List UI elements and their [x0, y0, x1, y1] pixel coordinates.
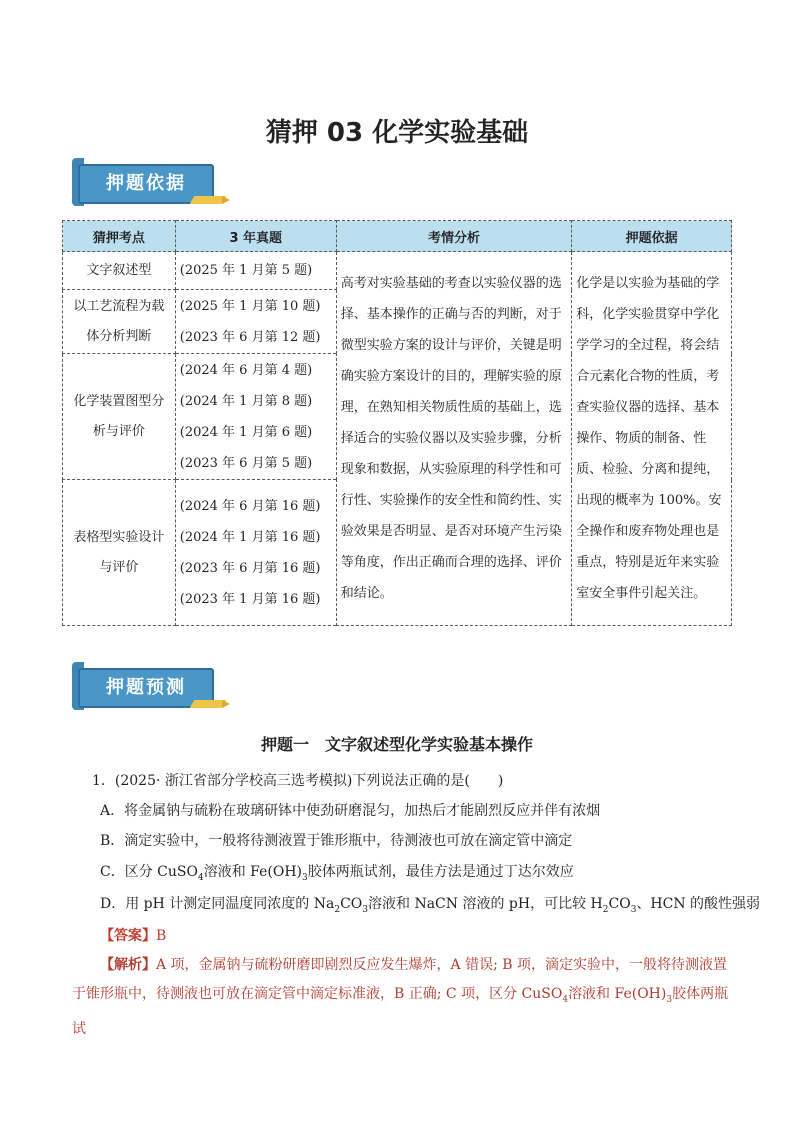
option-d-text: 溶液和 NaCN 溶液的 pH，可比较 H [368, 896, 603, 912]
years-cell [175, 290, 336, 354]
table-header-row [63, 221, 732, 252]
years-cell [175, 252, 336, 290]
analysis-label: 【解析】 [100, 957, 156, 973]
section-title: 押题一 文字叙述型化学实验基本操作 [260, 735, 533, 754]
banner-label: 押题预测 [78, 668, 214, 708]
pencil-icon [190, 196, 227, 204]
header-years: 3 年真题 [175, 221, 336, 252]
year-item: (2023 年 6 月第 12 题) [179, 329, 321, 345]
question-stem: 1．(2025· 浙江省部分学校高三选考模拟)下列说法正确的是( ) [92, 773, 504, 789]
year-item: (2024 年 1 月第 8 题) [179, 393, 313, 409]
table-row [63, 252, 732, 290]
basis-cell: 化学是以实验为基础的学科，化学实验贯穿中学化学学习的全过程，将会结合元素化合物的性质，考查实验仪器的选择、基本操作、物质的制备、性质、检验、分离和提纯，出现的概率为 100%。安全操作和废弃物处理也是重点，特别是近年来实验室安全事件引起关注。 [572, 252, 732, 626]
header-basis: 押题依据 [572, 221, 732, 252]
option-c-text: C．区分 CuSO [100, 864, 198, 880]
option-c-text: 胶体两瓶试剂，最佳方法是通过丁达尔效应 [307, 864, 574, 880]
option-c-text: 溶液和 Fe(OH) [203, 864, 302, 880]
analysis-line [72, 980, 732, 1044]
year-item: (2024 年 1 月第 6 题) [179, 424, 313, 440]
answer [100, 925, 166, 945]
year-item: (2025 年 1 月第 10 题) [179, 298, 321, 314]
subscript: 2 [602, 904, 609, 915]
pencil-tip-icon [222, 196, 230, 204]
analysis-text [72, 951, 732, 1044]
topic-cell: 文字叙述型 [63, 252, 176, 290]
year-item: (2025 年 1 月第 5 题) [179, 263, 313, 278]
analysis-line1: A 项，金属钠与硫粉研磨即剧烈反应发生爆炸，A 错误; B 项，滴定实验中，一般将待测液置 [156, 957, 728, 973]
subscript: 3 [630, 904, 637, 915]
analysis-text-part: 胶体两瓶试 [72, 986, 729, 1037]
subscript: 4 [197, 872, 204, 883]
option-d-text: 、HCN 的酸性强弱 [636, 896, 761, 912]
analysis-line [72, 951, 732, 980]
option-a: A．将金属钠与硫粉在玻璃研钵中使劲研磨混匀，加热后才能剧烈反应并伴有浓烟 [100, 803, 601, 819]
topic-cell: 以工艺流程为载体分析判断 [63, 290, 176, 354]
answer-label: 【答案】 [100, 928, 156, 944]
option-c [100, 861, 574, 883]
option-d-text: D．用 pH 计测定同温度同浓度的 Na [100, 896, 335, 912]
banner-label: 押题依据 [78, 164, 214, 204]
year-item: (2023 年 6 月第 16 题) [179, 560, 321, 576]
year-item: (2024 年 6 月第 16 题) [179, 498, 321, 514]
pencil-icon [190, 700, 227, 708]
header-analysis: 考情分析 [336, 221, 572, 252]
option-b: B．滴定实验中，一般将待测液置于锥形瓶中，待测液也可放在滴定管中滴定 [100, 833, 573, 849]
subscript: 4 [562, 994, 569, 1005]
pencil-tip-icon [222, 700, 230, 708]
subscript: 2 [334, 904, 341, 915]
years-cell [175, 354, 336, 480]
banner-basis [72, 158, 222, 206]
topic-cell: 表格型实验设计与评价 [63, 480, 176, 626]
analysis-cell: 高考对实验基础的考查以实验仪器的选择、基本操作的正确与否的判断，对于微型实验方案的设计与评价，关键是明确实验方案设计的目的，理解实验的原理，在熟知相关物质性质的基础上，选择适合的实验仪器以及实验步骤，分析现象和数据，从实验原理的科学性和可行性、实验操作的安全性和简约性、实验效果是否明显、是否对环境产生污染等角度，作出正确而合理的选择、评价和结论。 [336, 252, 572, 626]
exam-table [62, 220, 732, 626]
subscript: 3 [302, 872, 308, 883]
option-d [100, 893, 760, 915]
page-title: 猜押 03 化学实验基础 [265, 118, 529, 148]
analysis-text-part: 溶液和 Fe(OH) [568, 986, 667, 1002]
banner-prediction [72, 662, 222, 710]
year-item: (2024 年 6 月第 4 题) [179, 362, 313, 378]
years-cell [175, 480, 336, 626]
option-d-text: CO [608, 896, 631, 912]
year-item: (2023 年 6 月第 5 题) [179, 455, 313, 471]
answer-value: B [156, 928, 167, 944]
subscript: 3 [666, 994, 673, 1005]
analysis-text-part: 于锥形瓶中，待测液也可放在滴定管中滴定标准液，B 正确; C 项，区分 CuSO [72, 986, 563, 1002]
option-d-text: CO [340, 896, 363, 912]
year-item: (2024 年 1 月第 16 题) [179, 529, 321, 545]
subscript: 3 [362, 904, 369, 915]
year-item: (2023 年 1 月第 16 题) [179, 591, 321, 607]
topic-cell: 化学装置图型分析与评价 [63, 354, 176, 480]
header-topic: 猜押考点 [63, 221, 176, 252]
